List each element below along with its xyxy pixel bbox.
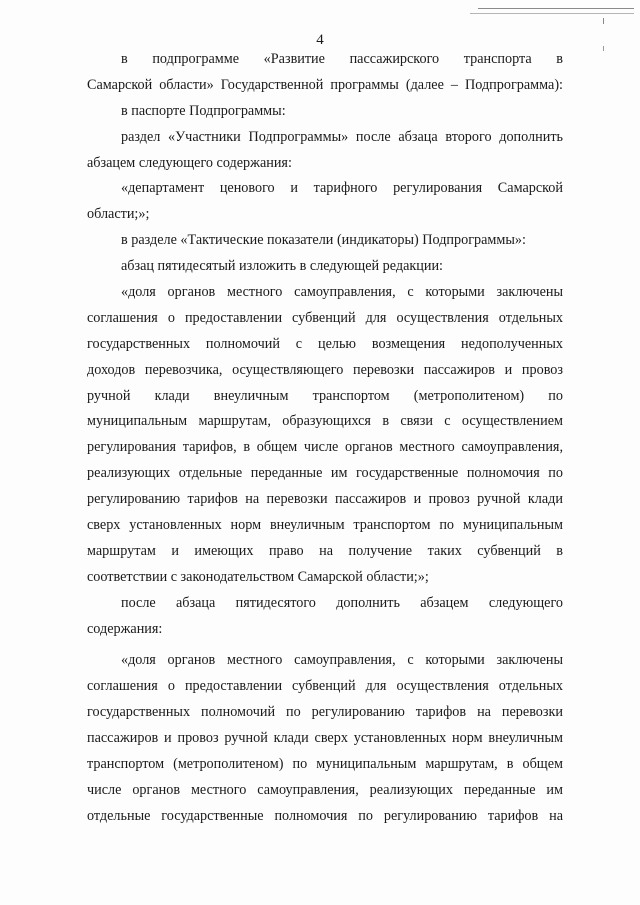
text-line: содержания: <box>87 620 163 637</box>
text-line: Самарской области» Государственной программы (далее – Подпрограмма): <box>87 76 563 93</box>
text-line: доходов перевозчика, осуществляющего перевозки пассажиров и провоз <box>87 361 563 378</box>
text-line: транспортом (метрополитеном) по муниципальным маршрутам, в общем <box>87 756 563 773</box>
scan-artifact-line <box>470 13 634 14</box>
document-body <box>87 47 563 830</box>
scan-artifact-line <box>478 8 634 9</box>
text-line: области;»; <box>87 206 150 223</box>
text-line: маршрутам и имеющих право на получение таких субвенций в <box>87 542 563 559</box>
text-line: регулированию тарифов на перевозки пассажиров и провоз ручной клади <box>87 491 563 508</box>
text-line: соглашения о предоставлении субвенций для осуществления отдельных <box>87 678 563 695</box>
text-line: в разделе «Тактические показатели (индикаторы) Подпрограммы»: <box>121 232 526 249</box>
text-line: соглашения о предоставлении субвенций для осуществления отдельных <box>87 309 563 326</box>
text-line: абзац пятидесятый изложить в следующей редакции: <box>121 258 443 275</box>
text-line: «департамент ценового и тарифного регулирования Самарской <box>121 180 563 197</box>
text-line: государственных полномочий с целью возмещения недополученных <box>87 335 563 352</box>
text-line: ручной клади внеуличным транспортом (метрополитеном) по <box>87 387 563 404</box>
text-line: в паспорте Подпрограммы: <box>121 102 286 119</box>
text-line: государственных полномочий по регулированию тарифов на перевозки <box>87 704 563 721</box>
text-line: «доля органов местного самоуправления, с которыми заключены <box>121 652 563 669</box>
text-line: отдельные государственные полномочия по регулированию тарифов на <box>87 807 563 824</box>
text-line: пассажиров и провоз ручной клади сверх установленных норм внеуличным <box>87 730 563 747</box>
text-line: раздел «Участники Подпрограммы» после абзаца второго дополнить <box>121 128 563 145</box>
text-line: муниципальным маршрутам, образующихся в связи с осуществлением <box>87 413 563 430</box>
text-line: регулирования тарифов, в общем числе органов местного самоуправления, <box>87 439 563 456</box>
page-number: 4 <box>316 32 324 48</box>
text-line: сверх установленных норм внеуличным транспортом по муниципальным <box>87 517 563 534</box>
text-line: после абзаца пятидесятого дополнить абзацем следующего <box>121 594 563 611</box>
text-line: числе органов местного самоуправления, реализующих переданные им <box>87 781 563 798</box>
scan-artifact-speck <box>603 18 604 24</box>
text-line: в подпрограмме «Развитие пассажирского транспорта в <box>121 51 563 67</box>
text-line: абзацем следующего содержания: <box>87 154 292 171</box>
text-line: реализующих отдельные переданные им государственные полномочия по <box>87 465 563 482</box>
text-line: соответствии с законодательством Самарской области;»; <box>87 568 429 585</box>
text-line: «доля органов местного самоуправления, с которыми заключены <box>121 284 563 301</box>
